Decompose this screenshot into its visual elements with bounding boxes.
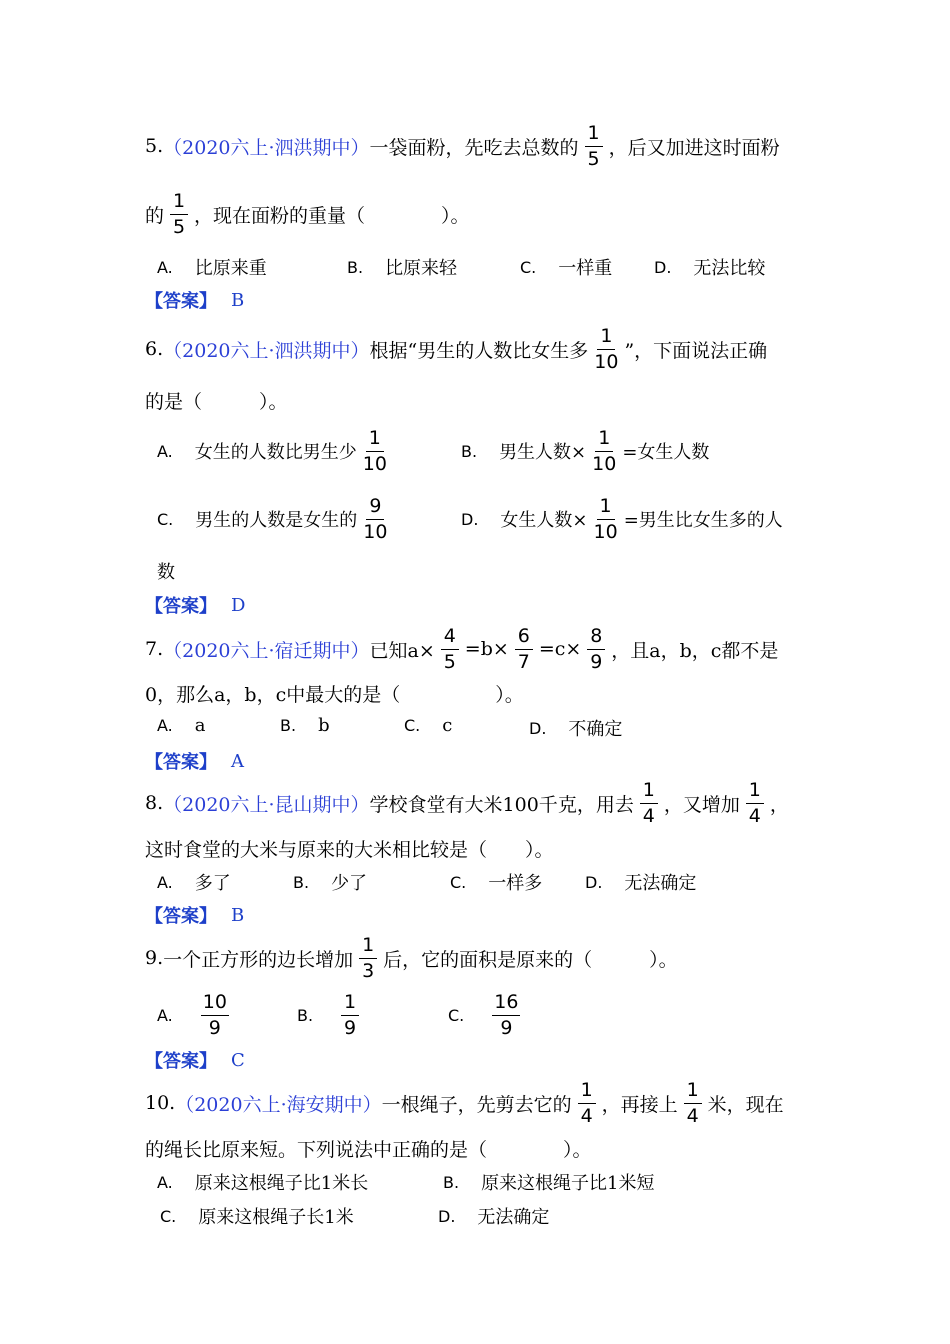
q8-number: 8.: [145, 792, 164, 814]
q9-option-c: C. $\frac{16}{9}$: [448, 990, 519, 1039]
q10-option-a: A. 原来这根绳子比1米长: [157, 1172, 369, 1194]
q7-option-c: C. c: [404, 715, 453, 736]
q7-fraction-1: $\frac{4}{5}$: [441, 627, 459, 672]
q6-option-a: A. 女生的人数比男生少 $\frac{1}{10}$: [157, 426, 387, 475]
q9-text-a: 一个正方形的边长增加: [163, 948, 354, 971]
q8-option-d: D. 无法确定: [585, 872, 697, 894]
q7-option-b: B. b: [280, 715, 330, 736]
q8-option-c: C. 一样多: [450, 872, 543, 894]
q6-option-c: C. 男生的人数是女生的 $\frac{9}{10}$: [157, 494, 388, 543]
q7-stem-line1: [145, 622, 778, 676]
q8-source: （2020六上·昆山期中）: [163, 793, 370, 816]
q7-text-c: =c×: [538, 638, 582, 660]
q6-answer: 【答案】 D: [145, 594, 246, 617]
q7-option-d: D. 不确定: [529, 718, 623, 740]
q9-option-b: B. $\frac{1}{9}$: [297, 988, 365, 1042]
q6-fraction-1: $\frac{1}{10}$: [594, 324, 619, 373]
q5-stem-line2: [145, 188, 470, 240]
q7-source: （2020六上·宿迁期中）: [163, 639, 370, 662]
q5-fraction-1: $\frac{1}{5}$: [585, 124, 603, 169]
q9-answer: 【答案】 C: [145, 1049, 245, 1072]
q8-stem-line2: [145, 835, 554, 861]
q8-text-b: ，又增加: [663, 793, 740, 816]
q8-fraction-1: $\frac{1}{4}$: [640, 781, 658, 826]
q7-option-a: A. a: [157, 715, 206, 736]
q5-text-d: ，现在面粉的重量（ ）。: [194, 204, 470, 227]
q9-text-b: 后，它的面积是原来的（ ）。: [383, 948, 678, 971]
q10-number: 10.: [145, 1092, 176, 1114]
q5-number: 5.: [145, 135, 164, 157]
q7-fraction-2: $\frac{6}{7}$: [515, 627, 533, 672]
q10-option-c: C. 原来这根绳子长1米: [160, 1206, 354, 1228]
q7-answer: 【答案】 A: [145, 750, 244, 773]
q5-answer: 【答案】 B: [145, 289, 245, 312]
q10-text-a: 一根绳子，先剪去它的: [381, 1093, 572, 1116]
q6-text-a: 根据“男生的人数比女生多: [369, 339, 589, 362]
q9-option-a: A. $\frac{10}{9}$: [157, 990, 227, 1039]
q6-text-c: 的是（ ）。: [145, 390, 288, 413]
q5-option-d: D. 无法比较: [654, 257, 766, 279]
q6-text-b: ”，下面说法正确: [624, 339, 768, 362]
q6-source: （2020六上·泗洪期中）: [163, 339, 370, 362]
q6-option-b: B. 男生人数× $\frac{1}{10}$ =女生人数: [461, 426, 710, 475]
q6-option-d-wrap: 数: [157, 562, 175, 583]
q5-stem-line1: [145, 120, 780, 172]
q5-text-c: 的: [145, 204, 165, 227]
q10-fraction-1: $\frac{1}{4}$: [578, 1081, 596, 1126]
q7-stem-line2: [145, 680, 524, 706]
q7-number: 7.: [145, 638, 164, 660]
q10-text-c: 米，现在: [707, 1093, 784, 1116]
q10-option-b: B. 原来这根绳子比1米短: [443, 1172, 655, 1194]
q5-option-a: A. 比原来重: [157, 257, 267, 279]
q10-text-d: 的绳长比原来短。下列说法中正确的是（ ）。: [145, 1138, 592, 1161]
q8-stem-line1: [145, 776, 789, 830]
q10-stem-line1: [145, 1076, 784, 1130]
q9-number: 9.: [145, 947, 164, 969]
q10-stem-line2: [145, 1135, 592, 1161]
q8-text-c: ，: [769, 793, 789, 816]
q8-text-d: 这时食堂的大米与原来的大米相比较是（ ）。: [145, 838, 554, 861]
q7-text-e: 0，那么a，b，c中最大的是（ ）。: [145, 683, 524, 706]
q6-number: 6.: [145, 338, 164, 360]
q5-source: （2020六上·泗洪期中）: [163, 136, 370, 159]
q9-fraction-1: $\frac{1}{3}$: [359, 936, 377, 981]
q10-option-d: D. 无法确定: [438, 1206, 550, 1228]
q7-fraction-3: $\frac{8}{9}$: [587, 627, 605, 672]
q6-option-d: D. 女生人数× $\frac{1}{10}$ =男生比女生多的人: [461, 494, 783, 543]
q10-text-b: ，再接上: [601, 1093, 678, 1116]
q6-stem-line2: [145, 387, 288, 413]
q5-text-a: 一袋面粉，先吃去总数的: [369, 136, 579, 159]
q10-fraction-2: $\frac{1}{4}$: [684, 1081, 702, 1126]
q5-fraction-2: $\frac{1}{5}$: [170, 192, 188, 237]
q8-text-a: 学校食堂有大米100千克，用去: [369, 793, 634, 816]
q5-option-c: C. 一样重: [520, 257, 613, 279]
q6-stem-line1: [145, 322, 767, 376]
q8-option-b: B. 少了: [293, 872, 368, 894]
q8-answer: 【答案】 B: [145, 904, 245, 927]
q8-option-a: A. 多了: [157, 872, 231, 894]
q7-text-d: ，且a，b，c都不是: [611, 639, 779, 662]
q5-text-b: ，后又加进这时面粉: [608, 136, 780, 159]
q7-text-a: 已知a×: [369, 639, 435, 662]
q5-option-b: B. 比原来轻: [347, 257, 458, 279]
q8-fraction-2: $\frac{1}{4}$: [746, 781, 764, 826]
q10-source: （2020六上·海安期中）: [175, 1093, 382, 1116]
q9-stem: [145, 931, 678, 985]
q7-text-b: =b×: [464, 638, 509, 660]
